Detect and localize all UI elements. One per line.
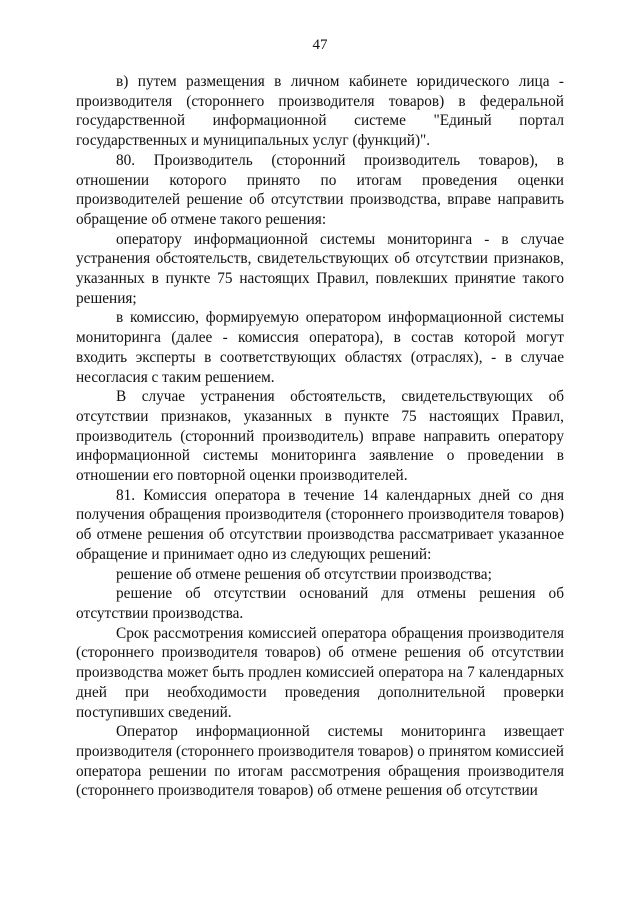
paragraph-80-repeat-assessment: В случае устранения обстоятельств, свидетельствующих об отсутствии признаков, указанных в пункте 75 настоящих Правил, производитель (сторонний производитель) вправе направить оператору информационной системы мониторинга заявление о проведении в отношении его повторной оценки производителей. [76, 388, 564, 485]
paragraph-80: 80. Производитель (сторонний производитель товаров), в отношении которого принято по итогам проведения оценки производителей решение об отсутствии производства, вправе направить обращение об отмене такого решения: [76, 151, 564, 228]
paragraph-81: 81. Комиссия оператора в течение 14 календарных дней со дня получения обращения производителя (стороннего производителя товаров) об отмене решения об отсутствии производства рассматривает указанное обращение и принимает одно из следующих решений: [76, 486, 564, 563]
paragraph-item-v: в) путем размещения в личном кабинете юридического лица - производителя (стороннего производителя товаров) в федеральной государственной информационной системе "Единый портал государственных и муниципальных услуг (функций)". [76, 73, 564, 150]
paragraph-81-notification: Оператор информационной системы мониторинга извещает производителя (стороннего производителя товаров) о принятом комиссией оператора решении по итогам рассмотрения обращения производителя (стороннего производителя товаров) об отмене решения об отсутствии [76, 723, 564, 800]
paragraph-80-commission: в комиссию, формируемую оператором информационной системы мониторинга (далее - комиссия оператора), в состав которой могут входить эксперты в соответствующих областях (отраслях), - в случае несогласия с таким решением. [76, 309, 564, 386]
page-number: 47 [312, 37, 328, 53]
document-body [76, 72, 564, 801]
paragraph-81-decision-no-grounds: решение об отсутствии оснований для отмены решения об отсутствии производства. [76, 585, 564, 622]
paragraph-80-operator: оператору информационной системы мониторинга - в случае устранения обстоятельств, свидетельствующих об отсутствии признаков, указанных в пункте 75 настоящих Правил, повлекших принятие такого решения; [76, 230, 564, 307]
paragraph-81-review-period: Срок рассмотрения комиссией оператора обращения производителя (стороннего производителя товаров) об отмене решения об отсутствии производства может быть продлен комиссией оператора на 7 календарных дней при необходимости проведения дополнительной проверки поступивших сведений. [76, 624, 564, 721]
paragraph-81-decision-cancel: решение об отмене решения об отсутствии производства; [116, 565, 492, 583]
